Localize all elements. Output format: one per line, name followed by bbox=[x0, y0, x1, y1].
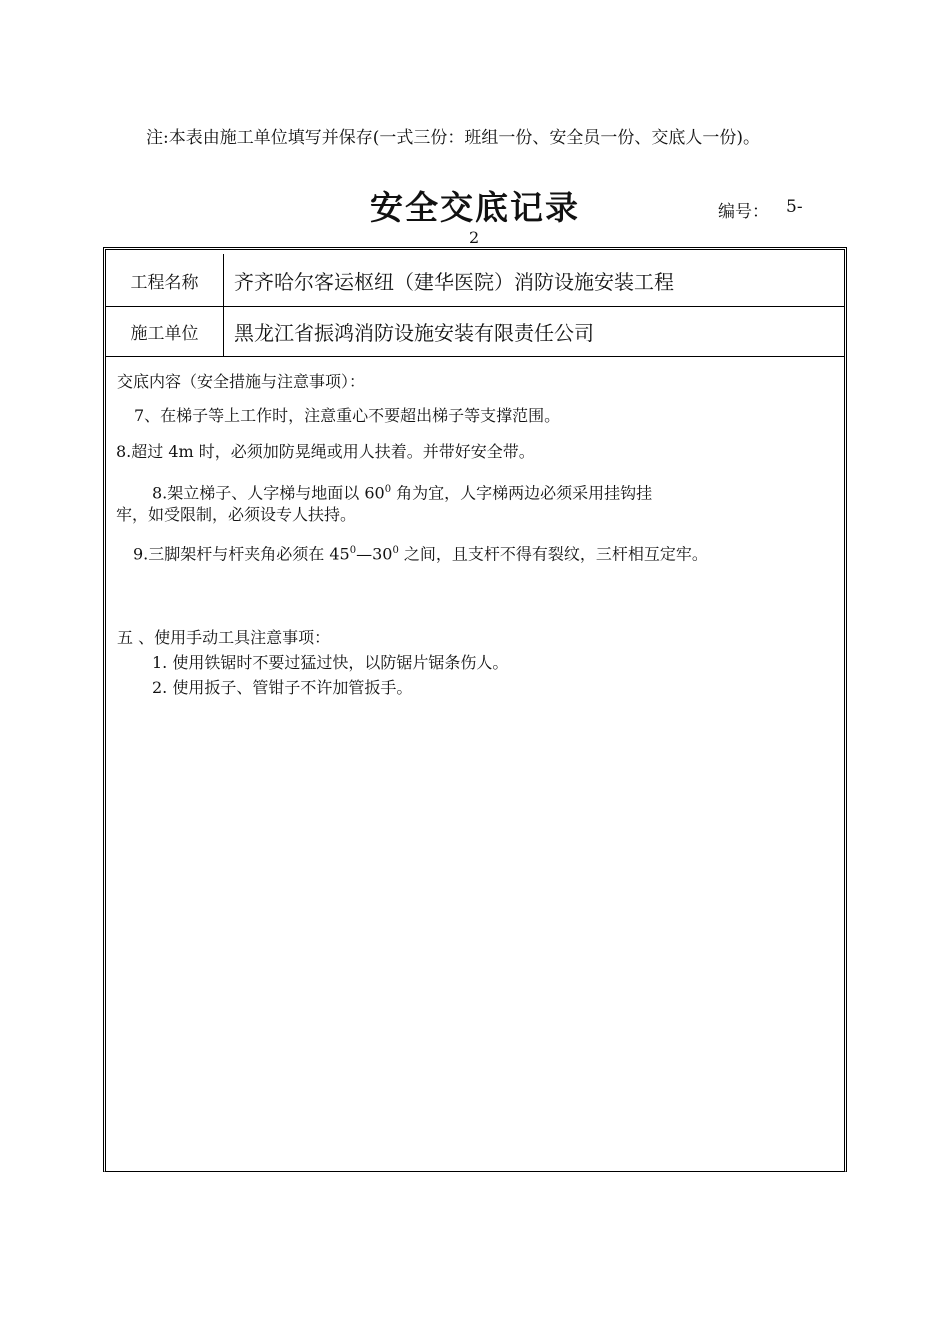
item-8: 8.超过 4m 时，必须加防晃绳或用人扶着。并带好安全带。 bbox=[116, 442, 535, 461]
item-9-pre: 9.三脚架杆与杆夹角必须在 45 bbox=[133, 544, 350, 564]
degree-mark: 0 bbox=[349, 545, 357, 556]
content-heading: 交底内容（安全措施与注意事项）： bbox=[117, 372, 366, 391]
item-9-mid: —30 bbox=[356, 544, 393, 564]
number-label: 编号： bbox=[718, 202, 769, 222]
project-name-row bbox=[106, 254, 844, 307]
item-8b-post: 角为宜，人字梯两边必须采用挂钩挂 bbox=[391, 483, 653, 503]
item-9-post: 之间，且支杆不得有裂纹，三杆相互定牢。 bbox=[398, 544, 708, 564]
item-8b-line2: 牢，如受限制，必须设专人扶持。 bbox=[116, 505, 357, 524]
project-name-value: 齐齐哈尔客运枢纽（建华医院）消防设施安装工程 bbox=[234, 269, 674, 294]
degree-mark: 0 bbox=[392, 545, 399, 556]
contractor-row bbox=[106, 307, 844, 357]
item-7: 7、在梯子等上工作时，注意重心不要超出梯子等支撑范围。 bbox=[134, 406, 561, 425]
record-table bbox=[103, 247, 847, 1172]
contractor-label: 施工单位 bbox=[106, 307, 224, 356]
number-value: 5- bbox=[786, 197, 803, 217]
number-continuation: 2 bbox=[469, 228, 480, 247]
item-8b bbox=[152, 478, 652, 505]
tool-item-2: 2. 使用扳子、管钳子不许加管扳手。 bbox=[152, 678, 413, 697]
contractor-value: 黑龙江省振鸿消防设施安装有限责任公司 bbox=[234, 321, 594, 345]
form-note: 注:本表由施工单位填写并保存(一式三份：班组一份、安全员一份、交底人一份)。 bbox=[146, 128, 760, 148]
degree-mark: 0 bbox=[384, 484, 392, 495]
tool-item-1: 1. 使用铁锯时不要过猛过快，以防锯片锯条伤人。 bbox=[152, 653, 509, 672]
project-name-label: 工程名称 bbox=[106, 254, 224, 306]
page-title: 安全交底记录 bbox=[370, 188, 580, 227]
item-9 bbox=[133, 539, 708, 566]
section-5-heading: 五 、使用手动工具注意事项： bbox=[117, 628, 331, 647]
item-8b-pre: 8.架立梯子、人字梯与地面以 60 bbox=[152, 483, 385, 503]
